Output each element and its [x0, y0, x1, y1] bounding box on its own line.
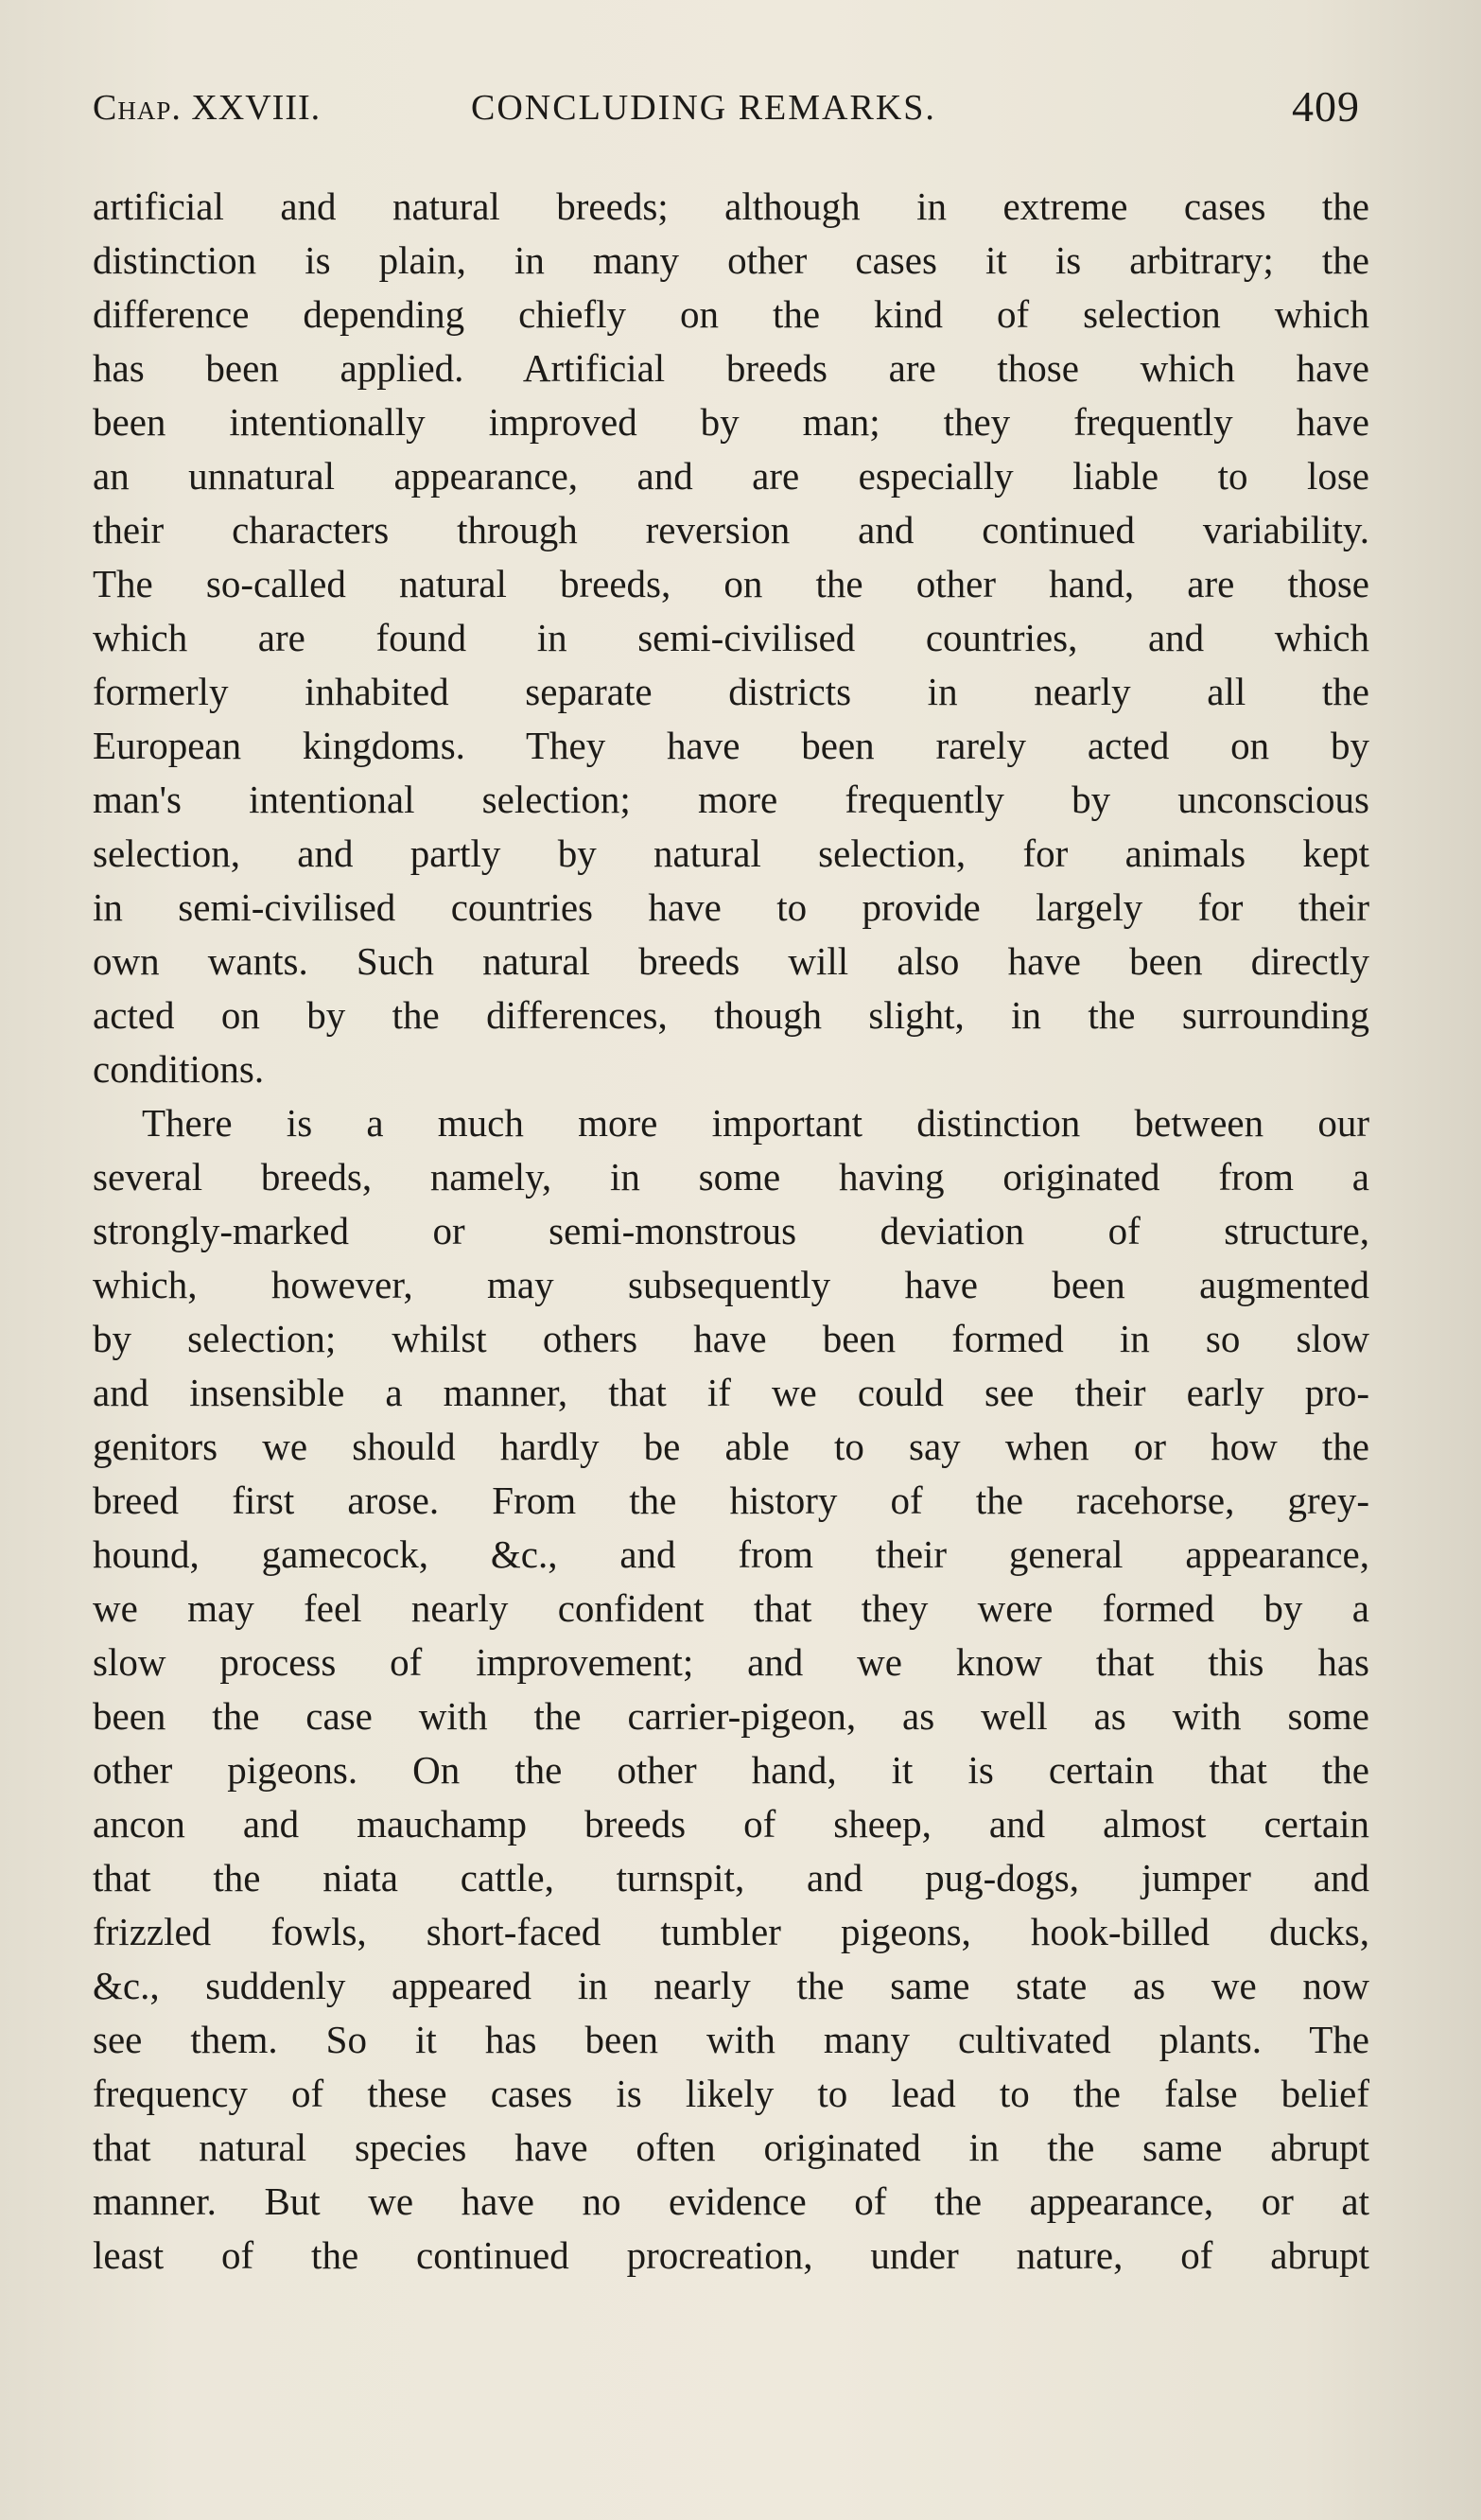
text-line: distinction is plain, in many other cases it is arbitrary; the: [93, 238, 1369, 282]
text-line: that natural species have often originated in the same abrupt: [93, 2126, 1369, 2169]
text-line: and insensible a manner, that if we could see their early pro-: [93, 1371, 1369, 1414]
text-line: The so-called natural breeds, on the other hand, are those: [93, 562, 1369, 605]
text-line: hound, gamecock, &c., and from their general appearance,: [93, 1532, 1369, 1576]
text-line: that the niata cattle, turnspit, and pug-dogs, jumper and: [93, 1856, 1369, 1899]
text-line: frequency of these cases is likely to lead to the false belief: [93, 2072, 1369, 2115]
text-line: been intentionally improved by man; they frequently have: [93, 400, 1369, 444]
text-line: an unnatural appearance, and are especially liable to lose: [93, 454, 1369, 498]
text-line: European kingdoms. They have been rarely acted on by: [93, 724, 1369, 767]
text-line: we may feel nearly confident that they were formed by a: [93, 1586, 1369, 1630]
text-line: which are found in semi-civilised countries, and which: [93, 616, 1369, 659]
text-line: which, however, may subsequently have been augmented: [93, 1263, 1369, 1306]
body-text: [93, 180, 1369, 2283]
chapter-label: Chap. XXVIII.: [93, 88, 322, 128]
text-line: in semi-civilised countries have to provide largely for their: [93, 885, 1369, 929]
text-line: artificial and natural breeds; although in extreme cases the: [93, 184, 1369, 228]
text-line: been the case with the carrier-pigeon, as well as with some: [93, 1694, 1369, 1738]
text-line: ancon and mauchamp breeds of sheep, and almost certain: [93, 1802, 1369, 1846]
text-line: slow process of improvement; and we know that this has: [93, 1640, 1369, 1684]
text-line: There is a much more important distinction between our: [142, 1101, 1369, 1145]
text-line: genitors we should hardly be able to say when or how the: [93, 1425, 1369, 1468]
text-line: see them. So it has been with many cultivated plants. The: [93, 2018, 1369, 2061]
text-line: other pigeons. On the other hand, it is certain that the: [93, 1748, 1369, 1792]
text-line: formerly inhabited separate districts in nearly all the: [93, 670, 1369, 713]
text-line: frizzled fowls, short-faced tumbler pigeons, hook-billed ducks,: [93, 1910, 1369, 1953]
text-line: their characters through reversion and continued variability.: [93, 508, 1369, 551]
text-line: several breeds, namely, in some having originated from a: [93, 1155, 1369, 1199]
text-line: selection, and partly by natural selection, for animals kept: [93, 831, 1369, 875]
text-line: difference depending chiefly on the kind of selection which: [93, 292, 1369, 336]
text-line: &c., suddenly appeared in nearly the same state as we now: [93, 1964, 1369, 2007]
text-line: man's intentional selection; more frequently by unconscious: [93, 778, 1369, 821]
text-line: manner. But we have no evidence of the appearance, or at: [93, 2179, 1369, 2223]
text-line: breed first arose. From the history of the racehorse, grey-: [93, 1479, 1369, 1522]
text-line: conditions.: [93, 1047, 265, 1091]
text-line: own wants. Such natural breeds will also have been directly: [93, 939, 1369, 983]
chapter-title: CONCLUDING REMARKS.: [471, 88, 936, 128]
text-line: by selection; whilst others have been formed in so slow: [93, 1317, 1369, 1360]
text-line: has been applied. Artificial breeds are those which have: [93, 346, 1369, 390]
running-head: [93, 82, 1360, 144]
text-line: acted on by the differences, though slight, in the surrounding: [93, 993, 1369, 1037]
page-number: 409: [1292, 82, 1360, 131]
text-line: strongly-marked or semi-monstrous deviation of structure,: [93, 1209, 1369, 1252]
text-line: least of the continued procreation, under nature, of abrupt: [93, 2233, 1369, 2277]
